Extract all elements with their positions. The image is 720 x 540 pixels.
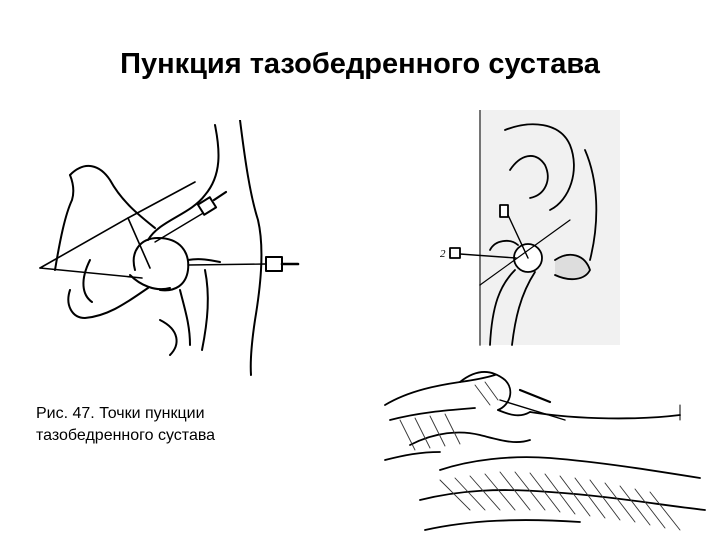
needle-label-2: 2 <box>440 248 446 260</box>
hip-joint-puncture-diagram <box>30 120 320 380</box>
patient-puncture-illustration <box>380 360 710 540</box>
figure-caption <box>36 403 266 447</box>
pelvis-sketch-needles <box>420 110 630 350</box>
caption-line-2: тазобедренного сустава <box>36 427 216 444</box>
caption-line-1: Рис. 47. Точки пункции <box>36 405 205 422</box>
slide-title: Пункция тазобедренного сустава <box>120 48 600 80</box>
